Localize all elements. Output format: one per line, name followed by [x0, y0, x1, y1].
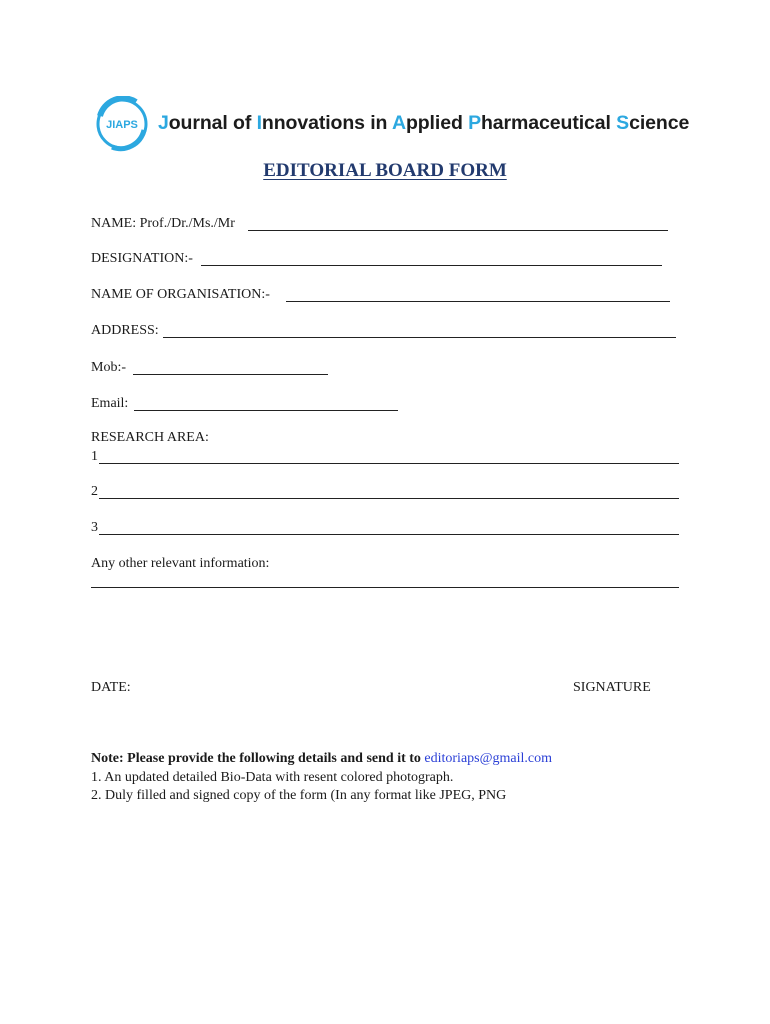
research-item-2: 2	[91, 484, 98, 499]
research-line-3[interactable]	[99, 534, 679, 535]
mob-line[interactable]	[133, 374, 328, 375]
journal-title-text: ournal of	[168, 112, 257, 134]
note-item-2: 2. Duly filled and signed copy of the form (In any format like JPEG, PNG	[91, 788, 507, 803]
research-item-1: 1	[91, 449, 98, 464]
email-line[interactable]	[134, 410, 398, 411]
journal-title-initial: J	[158, 112, 169, 134]
journal-title	[158, 112, 689, 135]
other-info-line[interactable]	[91, 587, 679, 588]
research-line-1[interactable]	[99, 463, 679, 464]
note-item-1: 1. An updated detailed Bio-Data with resent colored photograph.	[91, 770, 454, 785]
designation-line[interactable]	[201, 265, 662, 266]
form-title: EDITORIAL BOARD FORM	[263, 160, 507, 181]
signature-label: SIGNATURE	[573, 680, 651, 695]
journal-title-text: nnovations in	[261, 112, 392, 134]
journal-title-initial: I	[256, 112, 262, 134]
jiaps-logo	[92, 96, 152, 152]
journal-title-text: harmaceutical	[481, 112, 617, 134]
name-line[interactable]	[248, 230, 668, 231]
organisation-label: NAME OF ORGANISATION:-	[91, 287, 270, 302]
journal-title-text: cience	[629, 112, 690, 134]
note-heading	[91, 751, 552, 767]
research-line-2[interactable]	[99, 498, 679, 499]
research-area-label: RESEARCH AREA:	[91, 430, 209, 445]
name-label: NAME: Prof./Dr./Ms./Mr	[91, 216, 235, 231]
journal-title-text: pplied	[405, 112, 469, 134]
mob-label: Mob:-	[91, 360, 126, 375]
address-label: ADDRESS:	[91, 323, 159, 338]
research-item-3: 3	[91, 520, 98, 535]
designation-label: DESIGNATION:-	[91, 251, 193, 266]
journal-title-initial: S	[616, 112, 630, 134]
date-label: DATE:	[91, 680, 131, 695]
journal-title-initial: P	[468, 112, 481, 134]
journal-title-initial: A	[391, 112, 406, 134]
address-line[interactable]	[163, 337, 676, 338]
organisation-line[interactable]	[286, 301, 670, 302]
logo-text: JIAPS	[106, 119, 138, 131]
other-info-label: Any other relevant information:	[91, 556, 270, 571]
note-heading-text: Note: Please provide the following details and send it to	[91, 751, 421, 766]
contact-email-link[interactable]: editoriaps@gmail.com	[424, 751, 552, 766]
email-label: Email:	[91, 396, 129, 411]
